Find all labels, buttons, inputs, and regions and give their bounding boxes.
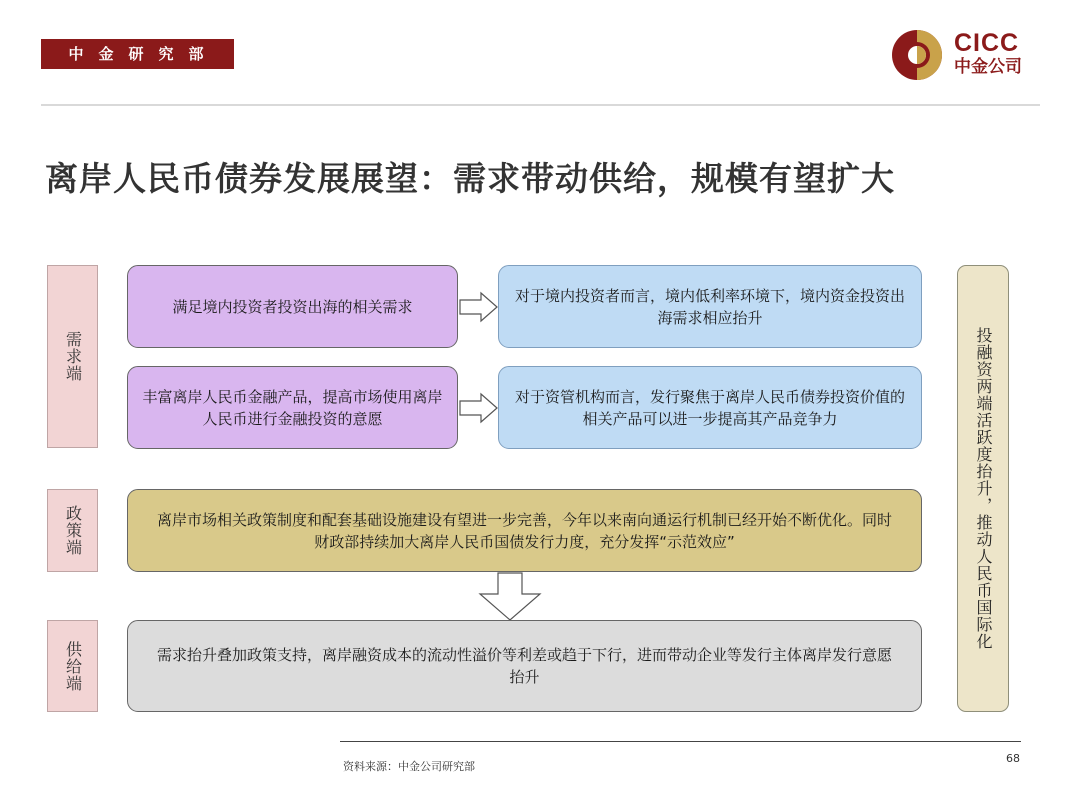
page-title: 离岸人民币债券发展展望：需求带动供给，规模有望扩大 (45, 159, 895, 198)
right-arrow-icon (459, 291, 499, 323)
logo-text-cn: 中金公司 (954, 57, 1022, 77)
down-arrow-icon (478, 572, 542, 622)
demand-driver-box-1 (127, 265, 458, 348)
demand-effect-text-2: 对于资管机构而言，发行聚焦于离岸人民币债券投资价值的相关产品可以进一步提高其产品竞争力 (514, 387, 905, 428)
demand-driver-text-1: 满足境内投资者投资出海的相关需求 (172, 297, 413, 316)
demand-driver-text-2: 丰富离岸人民币金融产品，提高市场使用离岸人民币进行金融投资的意愿 (142, 387, 443, 428)
side-label-policy-text: 政策端 (63, 505, 83, 556)
page-number: 68 (1006, 752, 1020, 765)
policy-text: 离岸市场相关政策制度和配套基础设施建设有望进一步完善，今年以来南向通运行机制已经开始不断优化。同时财政部持续加大离岸人民币国债发行力度，充分发挥“示范效应” (156, 510, 892, 551)
supply-box (127, 620, 922, 712)
source-note: 资料来源：中金公司研究部 (343, 760, 475, 773)
side-label-supply-text: 供给端 (63, 640, 83, 692)
demand-effect-box-2 (498, 366, 922, 449)
logo-text-en: CICC (954, 29, 1020, 57)
demand-effect-box-1 (498, 265, 922, 348)
header-badge: 中金研究部 (41, 39, 234, 69)
conclusion-banner-text: 投融资两端活跃度抬升，推动人民币国际化 (974, 327, 993, 650)
side-label-demand-text: 需求端 (63, 331, 83, 382)
conclusion-banner (957, 265, 1009, 712)
demand-effect-text-1: 对于境内投资者而言，境内低利率环境下，境内资金投资出海需求相应抬升 (514, 286, 905, 327)
cicc-logo-icon (890, 28, 944, 82)
policy-box (127, 489, 922, 572)
supply-text: 需求抬升叠加政策支持，离岸融资成本的流动性溢价等利差或趋于下行，进而带动企业等发行主体离岸发行意愿抬升 (156, 646, 892, 686)
right-arrow-icon (459, 392, 499, 424)
side-label-policy (47, 489, 98, 572)
side-label-demand (47, 265, 98, 448)
side-label-supply (47, 620, 98, 712)
footer-divider (340, 741, 1021, 742)
header-divider (41, 104, 1040, 106)
demand-driver-box-2 (127, 366, 458, 449)
